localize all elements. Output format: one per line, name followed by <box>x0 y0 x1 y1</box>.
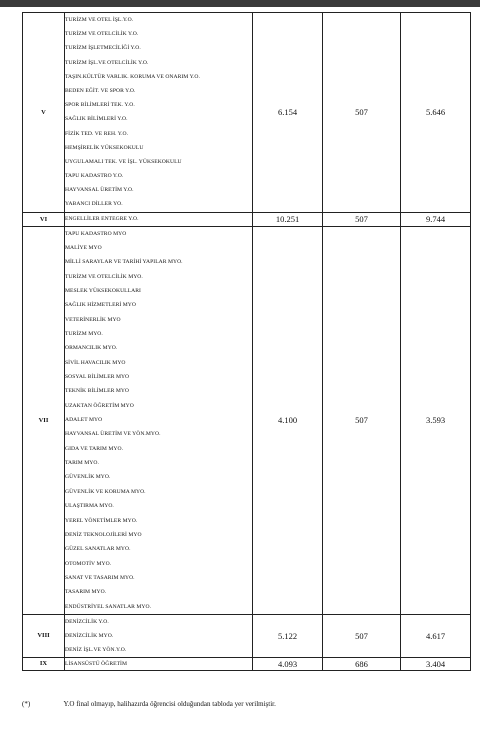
unit-name: UYGULAMALI TEK. VE İŞL. YÜKSEKOKULU <box>65 158 182 165</box>
footnote <box>22 700 276 708</box>
unit-list <box>65 212 253 226</box>
unit-name: TAŞIN.KÜLTÜR VARLIK. KORUMA VE ONARIM Y.O. <box>65 73 200 80</box>
group-code: VII <box>23 226 65 614</box>
unit-name: HEMŞİRELİK YÜKSEKOKULU <box>65 144 144 151</box>
unit-name: BEDEN EĞİT. VE SPOR Y.O. <box>65 87 136 94</box>
unit-name: GÜVENLİK MYO. <box>65 474 111 481</box>
unit-name: YEREL YÖNETİMLER MYO. <box>65 517 138 524</box>
unit-name: TURİZM VE OTEL İŞL.Y.O. <box>65 17 134 23</box>
unit-name: YABANCI DİLLER YO. <box>65 201 123 208</box>
value-deduction: 507 <box>323 13 401 213</box>
unit-name: MESLEK YÜKSEKOKULLARI <box>65 288 141 294</box>
unit-name: ULAŞTIRMA MYO. <box>65 503 114 510</box>
unit-list <box>65 13 253 213</box>
unit-name: DENİZCİLİK Y.O. <box>65 618 109 625</box>
unit-name: TARIM MYO. <box>65 460 99 467</box>
value-total: 4.100 <box>253 226 323 614</box>
table-body <box>23 13 471 671</box>
unit-name: OTOMOTİV MYO. <box>65 560 112 567</box>
value-deduction: 507 <box>323 226 401 614</box>
table-row <box>23 614 471 657</box>
unit-name: SAĞLIK HİZMETLERİ MYO <box>65 302 136 309</box>
unit-name: SOSYAL BİLİMLER MYO <box>65 374 130 381</box>
unit-name: HAYVANSAL ÜRETİM VE YÖN.MYO. <box>65 431 161 438</box>
unit-list <box>65 614 253 657</box>
unit-name: ADALET MYO <box>65 417 103 424</box>
unit-name: TURİZM İŞLETMECİLİĞİ Y.O. <box>65 45 141 52</box>
unit-name: ORMANCILIK MYO. <box>65 345 118 352</box>
unit-name: GÜZEL SANATLAR MYO. <box>65 546 131 553</box>
group-code: V <box>23 13 65 213</box>
group-code: VI <box>23 212 65 226</box>
unit-name: FİZİK TED. VE REH. Y.O. <box>65 130 129 137</box>
unit-name: ENDÜSTRİYEL SANATLAR MYO. <box>65 603 152 610</box>
value-total: 5.122 <box>253 614 323 657</box>
value-total: 10.251 <box>253 212 323 226</box>
unit-name: TASARIM MYO. <box>65 589 107 596</box>
footnote-text: Y.O final olmayıp, halihazırda öğrencisi olduğundan tabloda yer verilmiştir. <box>63 700 276 708</box>
unit-name: TAPU KADASTRO Y.O. <box>65 173 124 180</box>
unit-list <box>65 657 253 670</box>
unit-name: MİLLİ SARAYLAR VE TARİHİ YAPILAR MYO. <box>65 259 183 266</box>
table-row <box>23 226 471 614</box>
unit-name: SAĞLIK BİLİMLERİ Y.O. <box>65 116 128 123</box>
unit-name: MALİYE MYO <box>65 244 102 251</box>
value-net: 5.646 <box>401 13 471 213</box>
unit-name: UZAKTAN ÖĞRETİM MYO <box>65 402 134 409</box>
top-bar <box>0 0 480 7</box>
value-total: 6.154 <box>253 13 323 213</box>
value-deduction: 507 <box>323 212 401 226</box>
unit-name: DENİZ İŞL.VE YÖN.Y.O. <box>65 646 127 653</box>
unit-name: GIDA VE TARIM MYO. <box>65 445 124 452</box>
value-net: 4.617 <box>401 614 471 657</box>
unit-name: DENİZ TEKNOLOJİLERİ MYO <box>65 531 142 538</box>
table-row <box>23 13 471 213</box>
unit-name: HAYVANSAL ÜRETİM Y.O. <box>65 187 134 194</box>
unit-name: SANAT VE TASARIM MYO. <box>65 574 135 581</box>
unit-name: VETERİNERLİK MYO <box>65 316 121 323</box>
unit-list <box>65 226 253 614</box>
unit-name: TURİZM VE OTELCİLİK Y.O. <box>65 31 139 38</box>
unit-name: SİVİL HAVACILIK MYO <box>65 359 126 366</box>
quota-table <box>22 12 471 671</box>
value-deduction: 686 <box>323 657 401 670</box>
unit-name: SPOR BİLİMLERİ TEK. Y.O. <box>65 102 135 109</box>
value-net: 3.404 <box>401 657 471 670</box>
value-net: 3.593 <box>401 226 471 614</box>
unit-name: GÜVENLİK VE KORUMA MYO. <box>65 488 146 495</box>
table-row <box>23 657 471 670</box>
value-total: 4.093 <box>253 657 323 670</box>
unit-name: TEKNİK BİLİMLER MYO <box>65 388 130 395</box>
group-code: VIII <box>23 614 65 657</box>
value-deduction: 507 <box>323 614 401 657</box>
footnote-mark: (*) <box>22 700 31 708</box>
value-net: 9.744 <box>401 212 471 226</box>
table-row <box>23 212 471 226</box>
unit-name: TURİZM MYO. <box>65 331 103 338</box>
unit-name: TURİZM VE OTELCİLİK MYO. <box>65 273 143 280</box>
unit-name: DENİZCİLİK MYO. <box>65 632 114 639</box>
unit-name: TAPU KADASTRO MYO <box>65 230 127 237</box>
unit-name: LİSANSÜSTÜ ÖĞRETİM <box>65 660 127 667</box>
group-code: IX <box>23 657 65 670</box>
unit-name: TURİZM İŞL.VE OTELCİLİK Y.O. <box>65 59 149 66</box>
unit-name: ENGELLİLER ENTEGRE Y.O. <box>65 215 139 222</box>
